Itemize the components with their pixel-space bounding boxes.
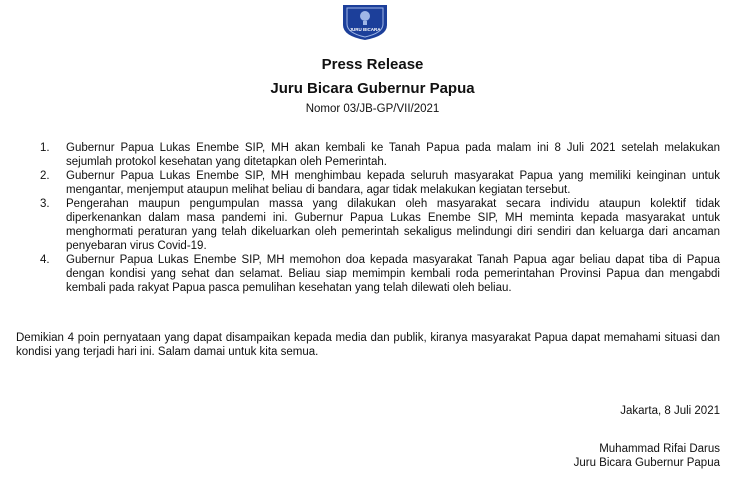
list-text: Gubernur Papua Lukas Enembe SIP, MH memohon doa kepada masyarakat Tanah Papua agar beliau dapat tiba di Papua dengan kondisi yang sehat dan selamat. Beliau siap memimpin kembali roda pemerintahan Provinsi Papua dan mengabdi kembali pada rakyat Papua pasca pemulihan kesehatan yang telah dilewati oleh beliau. <box>66 254 720 294</box>
list-text: Gubernur Papua Lukas Enembe SIP, MH akan kembali ke Tanah Papua pada malam ini 8 Juli 2021 setelah melakukan sejumlah protokol kesehatan yang ditetapkan oleh Pemerintah. <box>66 142 720 168</box>
logo-emblem-icon <box>340 3 390 41</box>
document-number: Nomor 03/JB-GP/VII/2021 <box>305 103 440 115</box>
place-date: Jakarta, 8 Juli 2021 <box>620 405 720 417</box>
list-number: 2. <box>40 170 50 182</box>
list-item <box>40 169 720 197</box>
signatory-name: Muhammad Rifai Darus <box>599 443 720 455</box>
signatory-role: Juru Bicara Gubernur Papua <box>573 457 720 469</box>
page-title: Press Release <box>321 56 424 73</box>
page-subtitle: Juru Bicara Gubernur Papua <box>270 80 475 97</box>
logo <box>340 3 390 41</box>
list-item <box>40 253 720 295</box>
list-number: 3. <box>40 198 50 210</box>
list-number: 4. <box>40 254 50 266</box>
list-text: Gubernur Papua Lukas Enembe SIP, MH menghimbau kepada seluruh masyarakat Papua yang memiliki keinginan untuk mengantar, menjemput ataupun melihat beliau di bandara, agar tidak melakukan kegiatan tersebut. <box>66 170 720 196</box>
list-number: 1. <box>40 142 50 154</box>
logo-text: JURU BICARA <box>349 27 381 32</box>
list-text: Pengerahan maupun pengumpulan massa yang dilakukan oleh masyarakat secara individu ataupun kolektif tidak diperkenankan dalam masa pandemi ini. Gubernur Papua Lukas Enembe SIP, MH meminta kepada masyarakat untuk menghormati peraturan yang telah dikeluarkan oleh pemerintah sekaligus melindungi diri sendiri dan keluarga dari ancaman penyebaran virus Covid-19. <box>66 198 720 252</box>
statement-list <box>40 141 720 295</box>
list-item <box>40 141 720 169</box>
closing-paragraph: Demikian 4 poin pernyataan yang dapat disampaikan kepada media dan publik, kiranya masyarakat Papua dapat memahami situasi dan kondisi yang terjadi hari ini. Salam damai untuk kita semua. <box>16 332 720 358</box>
list-item <box>40 197 720 253</box>
signature-block <box>574 442 720 470</box>
